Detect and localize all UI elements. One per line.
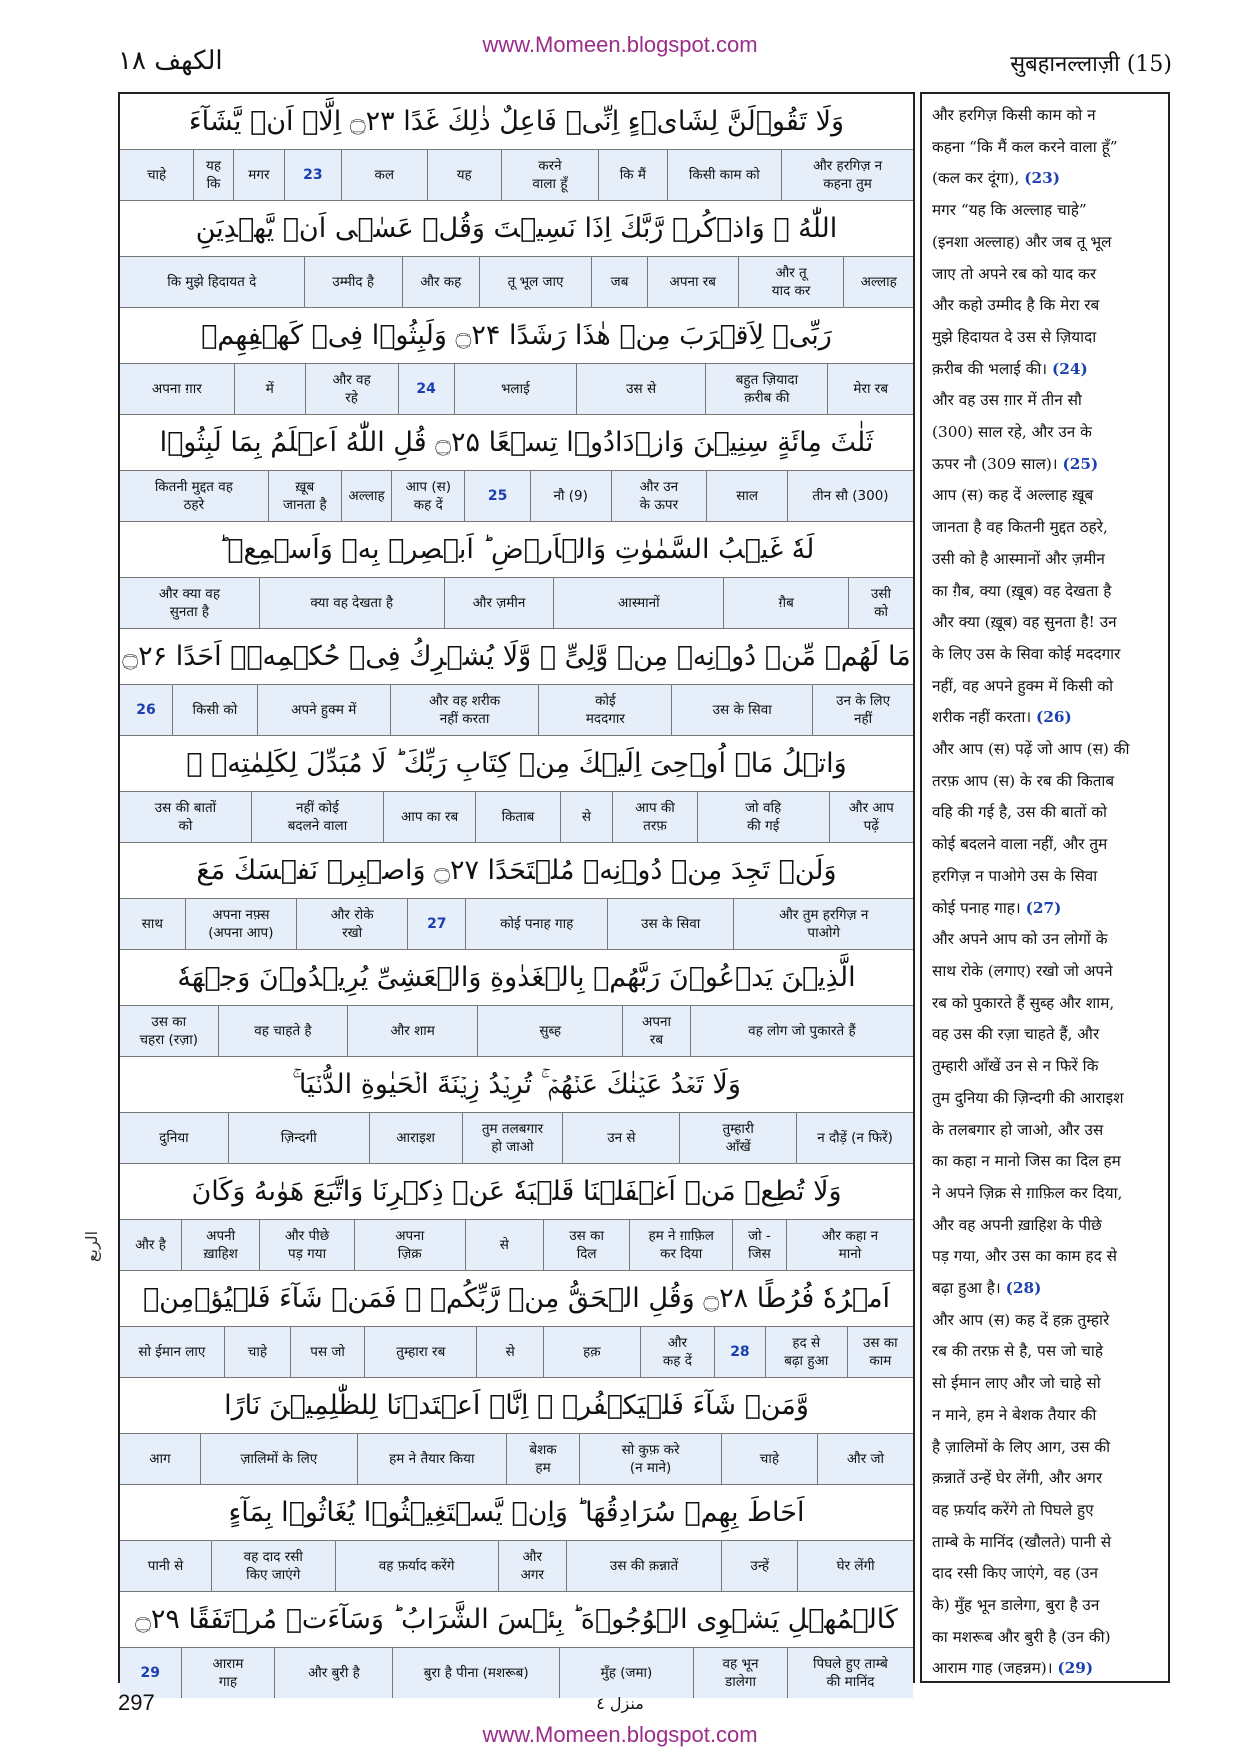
translation-text-span: के) मुँह भून डालेगा, बुरा है उन bbox=[932, 1596, 1100, 1615]
translation-line bbox=[932, 1241, 1162, 1273]
translation-text-span: और कहो उम्मीद है कि मेरा रब bbox=[932, 296, 1100, 315]
word-meaning-cell: उस का चहरा (रज़ा) bbox=[139, 1014, 199, 1048]
verse-number-cell: 23 bbox=[284, 150, 341, 200]
arabic-verse-line: مَا لَهُمۡ مِّنۡ دُوۡنِهٖ مِنۡ وَّلِیٍّ ۫ وَّلَا یُشۡرِكُ فِیۡ حُكۡمِهٖۤ اَحَدًا ۝۲۶ bbox=[120, 629, 913, 685]
word-meaning-cell: यह कि bbox=[193, 150, 233, 200]
footer-url[interactable]: www.Momeen.blogspot.com bbox=[482, 1722, 758, 1747]
word-meaning-cell: आप का रब bbox=[383, 792, 475, 842]
word-meaning-cell: आग bbox=[149, 1451, 171, 1467]
translation-line bbox=[932, 829, 1162, 861]
word-meaning-cell: सो कुफ़ करे (न माने) bbox=[579, 1434, 721, 1484]
word-meaning-cell: तीन सौ (300) bbox=[787, 471, 913, 521]
translation-text-span: रब को पुकारते हैं सुब्ह और शाम, bbox=[932, 993, 1115, 1012]
word-meaning-cell: कल bbox=[341, 150, 427, 200]
translation-text-span: जाए तो अपने रब को याद कर bbox=[932, 264, 1097, 283]
translation-line bbox=[932, 576, 1162, 608]
word-meaning-cell: आराम गाह bbox=[181, 1648, 275, 1698]
translation-line bbox=[932, 861, 1162, 893]
translation-line bbox=[932, 1115, 1162, 1147]
word-meaning-cell: उम्मीद है bbox=[304, 257, 402, 307]
translation-line bbox=[932, 1368, 1162, 1400]
verse-number: (27) bbox=[1025, 898, 1062, 917]
arabic-verse-line: اَحَاطَ بِهِمۡ سُرَادِقُهَا ؕ وَاِنۡ یَّسۡتَغِیۡثُوۡا یُغَاثُوۡا بِمَآءٍ bbox=[120, 1485, 913, 1541]
word-meaning-cell: हक़ bbox=[543, 1327, 640, 1377]
translation-text-span: उसी को है आस्मानों और ज़मीन bbox=[932, 549, 1105, 568]
translation-text-span: आप (स) कह दें अल्लाह ख़ूब bbox=[932, 486, 1094, 505]
translation-text bbox=[932, 100, 1162, 1685]
word-meaning-cell: आराइश bbox=[369, 1113, 462, 1163]
word-meaning-row bbox=[120, 899, 913, 950]
rub-marker: الربع bbox=[82, 1230, 101, 1262]
word-meaning-cell: से bbox=[465, 1220, 543, 1270]
word-meaning-cell: तुम्हारी आँखें bbox=[679, 1113, 796, 1163]
word-meaning-cell: तुम्हारा रब bbox=[364, 1327, 476, 1377]
arabic-verse-line: لَهٗ غَیۡبُ السَّمٰوٰتِ وَالۡاَرۡضِ ؕ اَبۡصِرۡ بِهٖ وَاَسۡمِعۡ ؕ bbox=[120, 522, 913, 578]
word-meaning-cell: उस का दिल bbox=[543, 1220, 629, 1270]
translation-text-span: साथ रोके (लगाए) रखो जो अपने bbox=[932, 961, 1113, 980]
translation-text-span: रब की तरफ़ से है, पस जो चाहे bbox=[932, 1342, 1103, 1361]
translation-text-span: (300) साल रहे, और उन के bbox=[932, 423, 1092, 442]
translation-text-span: बढ़ा हुआ है। bbox=[932, 1279, 1001, 1298]
translation-line bbox=[932, 1400, 1162, 1432]
word-meaning-cell: बहुत ज़ियादा क़रीब की bbox=[705, 364, 827, 414]
word-meaning-cell: न दौड़ें (न फिरें) bbox=[796, 1113, 913, 1163]
translation-line bbox=[932, 924, 1162, 956]
translation-text-span: कहना “कि मैं कल करने वाला हूँ” bbox=[932, 137, 1118, 156]
translation-line bbox=[932, 100, 1162, 132]
translation-line bbox=[932, 639, 1162, 671]
word-meaning-cell: वह लोग जो पुकारते हैं bbox=[690, 1006, 913, 1056]
word-meaning-cell: और पीछे पड़ गया bbox=[259, 1220, 354, 1270]
word-meaning-cell: पस जो bbox=[290, 1327, 364, 1377]
word-meaning-row bbox=[120, 364, 913, 415]
word-meaning-cell: बुरा है पीना (मशरूब) bbox=[392, 1648, 558, 1698]
translation-line bbox=[932, 259, 1162, 291]
word-meaning-cell: अपना नफ़्स (अपना आप) bbox=[185, 899, 296, 949]
word-meaning-cell: जब bbox=[591, 257, 646, 307]
word-meaning-cell: उस की क़न्नातें bbox=[566, 1541, 721, 1591]
word-meaning-row bbox=[120, 257, 913, 308]
verse-number: (23) bbox=[1024, 169, 1060, 188]
word-meaning-cell: उस का काम bbox=[847, 1327, 913, 1377]
translation-line bbox=[932, 988, 1162, 1020]
word-meaning-cell: चाहे bbox=[224, 1327, 290, 1377]
translation-text-span: क़न्नातें उन्हें घेर लेंगी, और अगर bbox=[932, 1469, 1103, 1488]
translation-line bbox=[932, 1590, 1162, 1622]
verse-number-cell: 25 bbox=[464, 471, 530, 521]
word-meaning-cell: और वह शरीक नहीं करता bbox=[390, 685, 539, 735]
page-number: 297 bbox=[118, 1690, 155, 1715]
translation-text-span: और वह उस ग़ार में तीन सौ bbox=[932, 391, 1082, 410]
word-meaning-cell: आस्मानों bbox=[553, 578, 723, 628]
arabic-verse-line: رَبِّیۡ لِاَقۡرَبَ مِنۡ هٰذَا رَشَدًا ۝۲۴ وَلَبِثُوۡا فِیۡ كَهۡفِهِمۡ bbox=[120, 308, 913, 364]
word-meaning-cell: मुँह (जमा) bbox=[559, 1648, 693, 1698]
word-meaning-cell: कि मुझे हिदायत दे bbox=[167, 274, 257, 290]
word-meaning-cell: जो - जिस bbox=[732, 1220, 786, 1270]
word-meaning-cell: अल्लाह bbox=[341, 471, 391, 521]
translation-line bbox=[932, 1178, 1162, 1210]
word-meaning-cell: वह भून डालेगा bbox=[693, 1648, 787, 1698]
word-meaning-cell: क्या वह देखता है bbox=[259, 578, 444, 628]
verse-number-cell: 26 bbox=[136, 702, 156, 718]
translation-text-span: दाद रसी किए जाएंगे, वह (उन bbox=[932, 1564, 1098, 1583]
word-meaning-cell: और वह रहे bbox=[305, 364, 398, 414]
translation-text-span: के लिए उस के सिवा कोई मददगार bbox=[932, 644, 1121, 663]
translation-line bbox=[932, 1653, 1162, 1685]
word-meaning-cell: पिघले हुए ताम्बे की मानिंद bbox=[787, 1648, 913, 1698]
word-meaning-cell: पानी से bbox=[147, 1558, 184, 1574]
word-meaning-cell: उन से bbox=[562, 1113, 679, 1163]
word-meaning-cell: साल bbox=[706, 471, 787, 521]
manzil-label: منزل ٤ bbox=[596, 1694, 644, 1713]
word-meaning-cell: नौ (9) bbox=[530, 471, 611, 521]
word-meaning-cell: मेरा रब bbox=[827, 364, 913, 414]
translation-line bbox=[932, 671, 1162, 703]
word-meaning-cell: अपना रब bbox=[622, 1006, 689, 1056]
translation-text-span: है ज़ालिमों के लिए आग, उस की bbox=[932, 1437, 1111, 1456]
word-meaning-row bbox=[120, 1006, 913, 1057]
word-meaning-cell: और कहा न मानो bbox=[786, 1220, 913, 1270]
word-meaning-cell: अपना ग़ार bbox=[151, 381, 202, 397]
word-meaning-cell: और तुम हरगिज़ न पाओगे bbox=[733, 899, 913, 949]
word-meaning-cell: उन्हें bbox=[721, 1541, 797, 1591]
arabic-verse-line: الَّذِیۡنَ یَدۡعُوۡنَ رَبَّهُمۡ بِالۡغَدٰوةِ وَالۡعَشِیِّ یُرِیۡدُوۡنَ وَجۡهَهٗ bbox=[120, 950, 913, 1006]
translation-text-span: (कल कर दूंगा), bbox=[932, 169, 1020, 188]
surah-title: الكهف ١٨ bbox=[118, 46, 223, 76]
arabic-verse-line: وَلَا تَقُوۡلَنَّ لِشَایۡءٍ اِنِّیۡ فَاعِلٌ ذٰلِكَ غَدًا ۝۲۳ اِلَّاۤ اَنۡ یَّشَآءَ bbox=[120, 94, 913, 150]
translation-text-span: का मशरूब और बुरी है (उन की) bbox=[932, 1627, 1111, 1646]
translation-text-span: तुम दुनिया की ज़िन्दगी की आराइश bbox=[932, 1088, 1124, 1107]
arabic-verse-line: ثَلٰثَ مِائَةٍ سِنِیۡنَ وَازۡدَادُوۡا تِسۡعًا ۝۲۵ قُلِ اللّٰهُ اَعۡلَمُ بِمَا لَبِثُوۡا bbox=[120, 415, 913, 471]
translation-line bbox=[932, 480, 1162, 512]
arabic-verse-line: وَاتۡلُ مَاۤ اُوۡحِیَ اِلَیۡكَ مِنۡ كِتَابِ رَبِّكَ ؕ لَا مُبَدِّلَ لِكَلِمٰتِهٖ ۚ bbox=[120, 736, 913, 792]
word-meaning-cell: यह bbox=[427, 150, 501, 200]
translation-line bbox=[932, 893, 1162, 925]
translation-line bbox=[932, 1463, 1162, 1495]
para-title: सुबहानल्लाज़ी (15) bbox=[1010, 52, 1172, 77]
word-meaning-cell: उन के लिए नहीं bbox=[812, 685, 913, 735]
word-meaning-cell: घेर लेंगी bbox=[797, 1541, 913, 1591]
word-meaning-row bbox=[120, 578, 913, 629]
word-meaning-row bbox=[120, 1220, 913, 1271]
word-meaning-cell: तुम तलबगार हो जाओ bbox=[462, 1113, 563, 1163]
translation-line bbox=[932, 607, 1162, 639]
word-meaning-cell: सुब्ह bbox=[477, 1006, 622, 1056]
word-meaning-cell: साथ bbox=[141, 916, 163, 932]
translation-text-span: वहि की गई है, उस की बातों को bbox=[932, 803, 1107, 822]
word-meaning-cell: वह चाहते है bbox=[218, 1006, 348, 1056]
word-meaning-cell: कोई मददगार bbox=[538, 685, 671, 735]
word-meaning-cell: किताब bbox=[475, 792, 559, 842]
translation-text-span: क़रीब की भलाई की। bbox=[932, 359, 1048, 378]
verse-number: (26) bbox=[1036, 708, 1072, 727]
word-meaning-cell: अल्लाह bbox=[843, 257, 913, 307]
word-meaning-cell: कितनी मुद्दत वह ठहरे bbox=[154, 479, 233, 513]
translation-line bbox=[932, 354, 1162, 386]
header-url[interactable]: www.Momeen.blogspot.com bbox=[482, 32, 758, 57]
word-meaning-cell: ग़ैब bbox=[723, 578, 848, 628]
arabic-verse-line: وَلَا تَعۡدُ عَیۡنٰكَ عَنۡهُمۡ ۚ تُرِیۡدُ زِیۡنَةَ الۡحَیٰوةِ الدُّنۡیَا ۚ bbox=[120, 1057, 913, 1113]
word-meaning-cell: हम ने ग़ाफ़िल कर दिया bbox=[629, 1220, 732, 1270]
word-meaning-cell: और आप पढ़ें bbox=[829, 792, 913, 842]
word-meaning-cell: उसी को bbox=[848, 578, 913, 628]
word-meaning-cell: अपना रब bbox=[647, 257, 738, 307]
word-meaning-cell: और क्या वह सुनता है bbox=[158, 586, 220, 620]
translation-line bbox=[932, 1527, 1162, 1559]
translation-text-span: कोई पनाह गाह। bbox=[932, 898, 1021, 917]
word-meaning-row bbox=[120, 1648, 913, 1698]
word-meaning-cell: हद से बढ़ा हुआ bbox=[765, 1327, 847, 1377]
translation-text-span: का कहा न मानो जिस का दिल हम bbox=[932, 1152, 1121, 1171]
word-meaning-cell: किसी को bbox=[172, 685, 257, 735]
translation-line bbox=[932, 322, 1162, 354]
translation-line bbox=[932, 544, 1162, 576]
translation-line bbox=[932, 1019, 1162, 1051]
word-meaning-cell: नहीं कोई बदलने वाला bbox=[251, 792, 383, 842]
word-meaning-row bbox=[120, 471, 913, 522]
translation-line bbox=[932, 132, 1162, 164]
translation-line bbox=[932, 385, 1162, 417]
word-meaning-row bbox=[120, 1327, 913, 1378]
translation-text-span: का ग़ैब, क्या (ख़ूब) वह देखता है bbox=[932, 581, 1112, 600]
verse-grid bbox=[120, 94, 913, 1690]
word-meaning-cell: आप की तरफ़ bbox=[612, 792, 696, 842]
translation-text-span: पड़ गया, और उस का काम हद से bbox=[932, 1247, 1118, 1266]
word-meaning-cell: भलाई bbox=[454, 364, 576, 414]
translation-line bbox=[932, 1305, 1162, 1337]
translation-text-span: न माने, हम ने बेशक तैयार की bbox=[932, 1405, 1097, 1424]
word-meaning-cell: मगर bbox=[233, 150, 284, 200]
translation-text-span: तरफ़ आप (स) के रब की किताब bbox=[932, 771, 1115, 790]
translation-text-span: जानता है वह कितनी मुद्दत ठहरे, bbox=[932, 518, 1108, 537]
translation-text-span: ऊपर नौ (309 साल)। bbox=[932, 454, 1058, 473]
word-meaning-cell: कोई पनाह गाह bbox=[465, 899, 607, 949]
translation-line bbox=[932, 1336, 1162, 1368]
word-meaning-cell: अपना ज़िक्र bbox=[354, 1220, 465, 1270]
word-meaning-cell: उस के सिवा bbox=[671, 685, 812, 735]
word-meaning-row bbox=[120, 150, 913, 201]
translation-line bbox=[932, 163, 1162, 195]
verse-number: (25) bbox=[1062, 454, 1099, 473]
translation-text-span: वह फ़र्याद करेंगे तो पिघले हुए bbox=[932, 1500, 1094, 1519]
word-meaning-cell: और कह bbox=[402, 257, 479, 307]
word-meaning-cell: और तू याद कर bbox=[738, 257, 844, 307]
translation-line bbox=[932, 1051, 1162, 1083]
word-meaning-cell: उस की बातों को bbox=[154, 800, 217, 834]
word-meaning-row bbox=[120, 1434, 913, 1485]
word-meaning-row bbox=[120, 792, 913, 843]
translation-text-span: मुझे हिदायत दे उस से ज़ियादा bbox=[932, 327, 1097, 346]
translation-text-span: (इनशा अल्लाह) और जब तू भूल bbox=[932, 232, 1112, 251]
translation-line bbox=[932, 702, 1162, 734]
translation-line bbox=[932, 797, 1162, 829]
translation-text-span: नहीं, वह अपने हुक्म में किसी को bbox=[932, 676, 1114, 695]
translation-text-span: कोई बदलने वाला नहीं, और तुम bbox=[932, 835, 1108, 854]
arabic-verse-line: وَلَا تُطِعۡ مَنۡ اَغۡفَلۡنَا قَلۡبَهٗ عَنۡ ذِكۡرِنَا وَاتَّبَعَ هَوٰىهُ وَكَانَ bbox=[120, 1164, 913, 1220]
word-meaning-cell: तू भूल जाए bbox=[479, 257, 592, 307]
verse-number-cell: 24 bbox=[398, 364, 454, 414]
translation-text-span: ताम्बे के मानिंद (खौलते) पानी से bbox=[932, 1532, 1112, 1551]
arabic-verse-line: اَمۡرُهٗ فُرُطًا ۝۲۸ وَقُلِ الۡحَقُّ مِنۡ رَّبِّكُمۡ ۫ فَمَنۡ شَآءَ فَلۡیُؤۡمِنۡ bbox=[120, 1271, 913, 1327]
translation-line bbox=[932, 512, 1162, 544]
verse-number: (29) bbox=[1057, 1659, 1094, 1678]
word-meaning-cell: और कह दें bbox=[640, 1327, 714, 1377]
word-meaning-cell: अपने हुक्म में bbox=[257, 685, 390, 735]
word-meaning-cell: कि मैं bbox=[598, 150, 666, 200]
word-meaning-cell: से bbox=[476, 1327, 542, 1377]
translation-line bbox=[932, 734, 1162, 766]
word-meaning-cell: उस से bbox=[576, 364, 705, 414]
word-meaning-cell: अपनी ख़ाहिश bbox=[181, 1220, 259, 1270]
word-meaning-cell: और शाम bbox=[347, 1006, 477, 1056]
word-meaning-cell: वह फ़र्याद करेंगे bbox=[335, 1541, 498, 1591]
translation-text-span: ने अपने ज़िक्र से ग़ाफ़िल कर दिया, bbox=[932, 1183, 1123, 1202]
translation-text-span: और आप (स) कह दें हक़ तुम्हारे bbox=[932, 1310, 1110, 1329]
word-meaning-cell: आप (स) कह दें bbox=[391, 471, 464, 521]
translation-text-span: शरीक नहीं करता। bbox=[932, 708, 1032, 727]
arabic-verse-line: وَلَنۡ تَجِدَ مِنۡ دُوۡنِهٖ مُلۡتَحَدًا ۝۲۷ وَاصۡبِرۡ نَفۡسَكَ مَعَ bbox=[120, 843, 913, 899]
word-meaning-cell: बेशक हम bbox=[506, 1434, 579, 1484]
translation-line bbox=[932, 195, 1162, 227]
word-meaning-row bbox=[120, 1113, 913, 1164]
translation-text-span: और आप (स) पढ़ें जो आप (स) की bbox=[932, 740, 1130, 759]
translation-line bbox=[932, 290, 1162, 322]
translation-text-span: हरगिज़ न पाओगे उस के सिवा bbox=[932, 866, 1098, 885]
word-meaning-cell: और जो bbox=[817, 1434, 913, 1484]
translation-line bbox=[932, 1558, 1162, 1590]
translation-text-span: और क्या (ख़ूब) वह सुनता है! उन bbox=[932, 613, 1117, 632]
word-meaning-cell: चाहे bbox=[146, 167, 167, 183]
translation-line bbox=[932, 417, 1162, 449]
verse-number-cell: 28 bbox=[714, 1327, 765, 1377]
word-meaning-cell: ज़ालिमों के लिए bbox=[200, 1434, 357, 1484]
word-meaning-cell: और अगर bbox=[498, 1541, 566, 1591]
arabic-verse-line: اللّٰهُ ۫ وَاذۡكُرۡ رَّبَّكَ اِذَا نَسِیۡتَ وَقُلۡ عَسٰۤی اَنۡ یَّهۡدِیَنِ bbox=[120, 201, 913, 257]
word-meaning-cell: से bbox=[560, 792, 613, 842]
word-meaning-row bbox=[120, 685, 913, 736]
translation-line bbox=[932, 1146, 1162, 1178]
word-meaning-cell: चाहे bbox=[721, 1434, 817, 1484]
word-meaning-cell: और बुरी है bbox=[274, 1648, 392, 1698]
translation-line bbox=[932, 1622, 1162, 1654]
translation-text-span: और अपने आप को उन लोगों के bbox=[932, 930, 1108, 949]
word-meaning-cell: करने वाला हूँ bbox=[501, 150, 598, 200]
translation-text-span: और वह अपनी ख़ाहिश के पीछे bbox=[932, 1215, 1102, 1234]
word-meaning-cell: और हरगिज़ न कहना तुम bbox=[781, 150, 913, 200]
verse-number: (28) bbox=[1005, 1279, 1042, 1298]
translation-text-span: और हरगिज़ किसी काम को न bbox=[932, 106, 1096, 124]
translation-line bbox=[932, 766, 1162, 798]
word-meaning-cell: में bbox=[234, 364, 305, 414]
word-meaning-cell: जो वहि की गई bbox=[697, 792, 829, 842]
word-meaning-cell: और है bbox=[135, 1237, 166, 1253]
translation-line bbox=[932, 1432, 1162, 1464]
arabic-verse-line: وَّمَنۡ شَآءَ فَلۡیَكۡفُرۡ ۙ اِنَّاۤ اَعۡتَدۡنَا لِلظّٰلِمِیۡنَ نَارًا bbox=[120, 1378, 913, 1434]
word-meaning-cell: और ज़मीन bbox=[444, 578, 554, 628]
translation-text-span: तुम्हारी आँखें उन से न फिरें कि bbox=[932, 1057, 1099, 1076]
translation-line bbox=[932, 227, 1162, 259]
translation-line bbox=[932, 1273, 1162, 1305]
translation-line bbox=[932, 449, 1162, 481]
word-meaning-cell: उस के सिवा bbox=[607, 899, 733, 949]
word-meaning-cell: और उन के ऊपर bbox=[611, 471, 707, 521]
word-meaning-cell: वह दाद रसी किए जाएंगे bbox=[211, 1541, 335, 1591]
word-meaning-cell: ज़िन्दगी bbox=[228, 1113, 369, 1163]
translation-text-span: के तलबगार हो जाओ, और उस bbox=[932, 1120, 1104, 1139]
word-meaning-cell: किसी काम को bbox=[667, 150, 782, 200]
translation-text-span: आराम गाह (जहन्नम)। bbox=[932, 1659, 1053, 1678]
main-panel bbox=[118, 92, 915, 1690]
translation-line bbox=[932, 956, 1162, 988]
word-meaning-row bbox=[120, 1541, 913, 1592]
word-meaning-cell: सो ईमान लाए bbox=[138, 1344, 206, 1360]
translation-line bbox=[932, 1210, 1162, 1242]
translation-text-span: मगर “यह कि अल्लाह चाहे” bbox=[932, 201, 1087, 220]
verse-number-cell: 27 bbox=[407, 899, 465, 949]
verse-number: (24) bbox=[1051, 359, 1088, 378]
word-meaning-cell: दुनिया bbox=[159, 1130, 189, 1146]
translation-text-span: वह उस की रज़ा चाहते हैं, और bbox=[932, 1025, 1100, 1044]
word-meaning-cell: हम ने तैयार किया bbox=[357, 1434, 506, 1484]
translation-text-span: सो ईमान लाए और जो चाहे सो bbox=[932, 1374, 1101, 1393]
word-meaning-cell: और रोके रखो bbox=[296, 899, 407, 949]
verse-number-cell: 29 bbox=[140, 1665, 161, 1681]
translation-line bbox=[932, 1083, 1162, 1115]
word-meaning-cell: ख़ूब जानता है bbox=[268, 471, 341, 521]
arabic-verse-line: كَالۡمُهۡلِ یَشۡوِی الۡوُجُوۡهَ ؕ بِئۡسَ الشَّرَابُ ؕ وَسَآءَتۡ مُرۡتَفَقًا ۝۲۹ bbox=[120, 1592, 913, 1648]
translation-panel bbox=[920, 92, 1170, 1683]
translation-line bbox=[932, 1495, 1162, 1527]
